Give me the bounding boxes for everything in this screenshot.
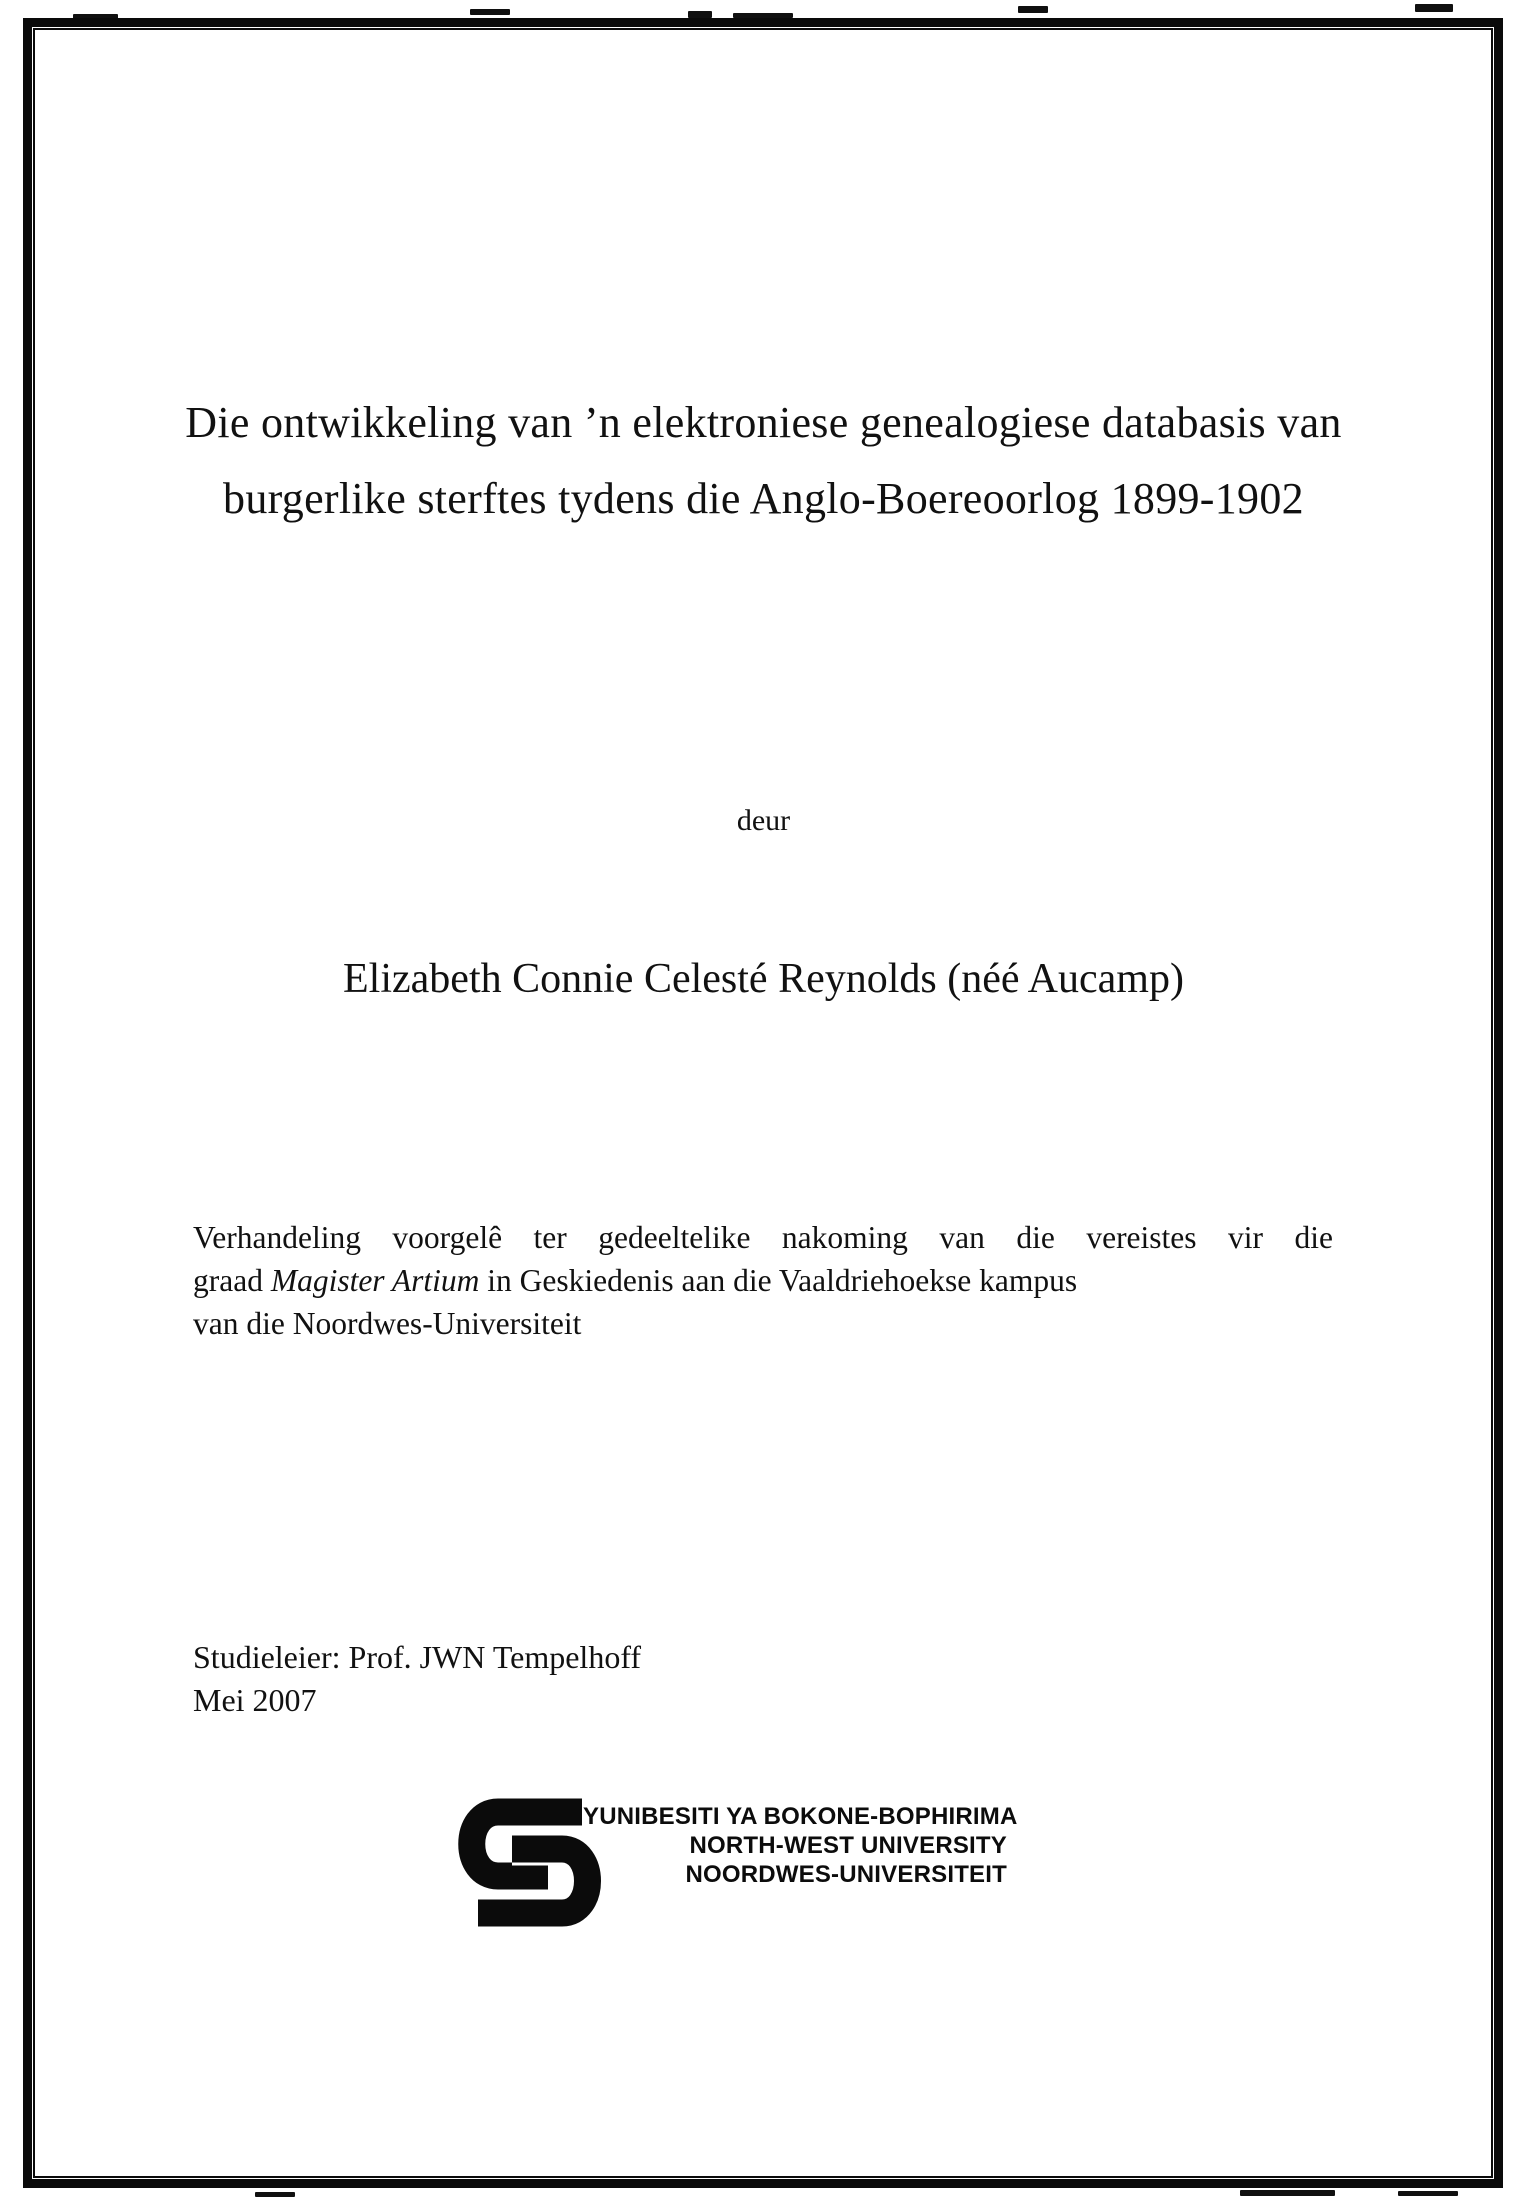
logo-line-setswana: YUNIBESITI YA BOKONE-BOPHIRIMA bbox=[583, 1803, 1018, 1830]
degree-statement-line2 bbox=[193, 1259, 1333, 1302]
scan-artifact bbox=[470, 9, 510, 15]
degree-statement-line1: Verhandeling voorgelê ter gedeeltelike nakoming van die vereistes vir die bbox=[193, 1220, 1333, 1255]
degree-statement-line3: van die Noordwes-Universiteit bbox=[193, 1306, 582, 1341]
logo-line-english: NORTH-WEST UNIVERSITY bbox=[689, 1832, 1007, 1859]
scan-artifact bbox=[255, 2192, 295, 2197]
thesis-title-line1: Die ontwikkeling van ’n elektroniese genealogiese databasis van bbox=[185, 398, 1342, 447]
logo-line-afrikaans: NOORDWES-UNIVERSITEIT bbox=[685, 1861, 1007, 1888]
supervisor-block bbox=[193, 1636, 641, 1722]
author-name: Elizabeth Connie Celesté Reynolds (néé Aucamp) bbox=[343, 956, 1184, 1002]
scan-artifact bbox=[688, 11, 712, 18]
scan-artifact bbox=[1018, 6, 1048, 13]
degree-statement-line2-suffix: in Geskiedenis aan die Vaaldriehoekse kampus bbox=[479, 1263, 1078, 1298]
thesis-title-line2: burgerlike sterftes tydens die Anglo-Boereoorlog 1899-1902 bbox=[223, 474, 1304, 523]
supervisor-line: Studieleier: Prof. JWN Tempelhoff bbox=[193, 1639, 642, 1675]
degree-statement-line2-prefix: graad bbox=[193, 1263, 271, 1298]
scan-artifact bbox=[1398, 2191, 1458, 2196]
university-logo-text bbox=[583, 1802, 1018, 1889]
degree-statement bbox=[193, 1216, 1333, 1345]
scan-artifact bbox=[1415, 4, 1453, 12]
scan-artifact bbox=[1240, 2190, 1335, 2196]
thesis-title bbox=[60, 385, 1467, 537]
date-line: Mei 2007 bbox=[193, 1682, 317, 1718]
byline-deur: deur bbox=[736, 804, 791, 837]
degree-statement-degree-name: Magister Artium bbox=[270, 1263, 480, 1298]
